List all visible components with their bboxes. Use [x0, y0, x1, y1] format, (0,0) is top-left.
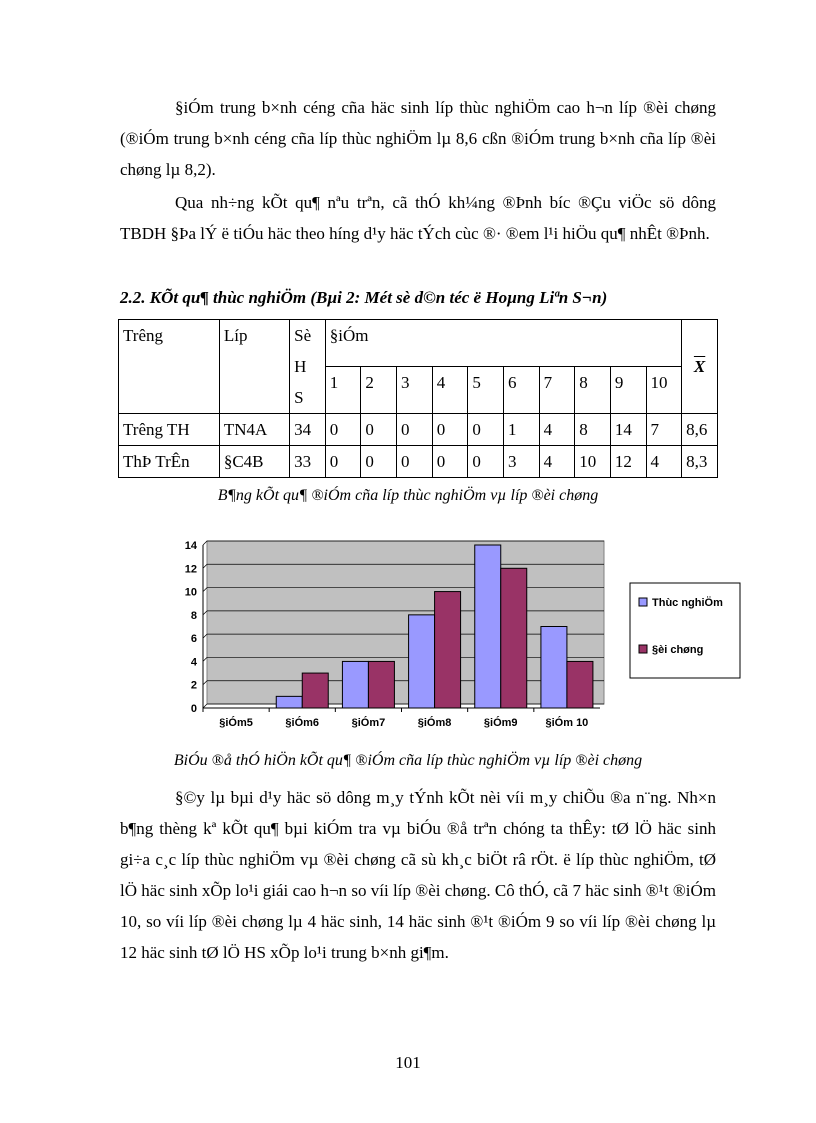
chart-caption: BiÓu ®å thÓ hiÖn kÕt qu¶ ®iÓm cña líp thùc nghiÖm vµ líp ®èi chøng: [173, 752, 643, 769]
y-tick-label: 12: [184, 563, 197, 576]
score-level: 3: [397, 367, 433, 414]
header-score: §iÓm: [325, 320, 681, 367]
paragraph-2: Qua nh÷ng kÕt qu¶ nªu trªn, cã thÓ kh¼ng ®Þnh bíc ®Çu viÖc sö dông TBDH §Þa lÝ ë tiÓu häc theo híng d¹y häc tÝch cùc ®· ®em l¹i hiÖu qu¶ nhÊt ®Þnh.: [120, 193, 716, 243]
bar-doi-chung: [302, 673, 328, 708]
score-level: 2: [361, 367, 397, 414]
score-level: 8: [575, 367, 611, 414]
header-count-line: S: [294, 388, 304, 407]
bar-doi-chung: [501, 568, 527, 708]
y-tick-label: 10: [184, 586, 197, 599]
score-cell: 0: [325, 414, 361, 446]
x-tick-label: §iÓm8: [417, 717, 452, 729]
header-count-line: Sè: [294, 326, 312, 345]
bar-thuc-nghiem: [541, 627, 567, 709]
school-name-line: ThÞ TrÊn: [119, 446, 220, 478]
class-cell: TN4A: [219, 414, 289, 446]
gridline-depth: [203, 704, 207, 708]
section-title: 2.2. KÕt qu¶ thùc nghiÖm (Bµi 2: Mét sè d©n téc ë Hoµng Liªn S¬n): [120, 288, 608, 307]
y-tick-label: 6: [190, 633, 197, 646]
legend-label: Thùc nghiÖm: [652, 597, 723, 609]
y-tick-label: 2: [190, 679, 197, 692]
bar-doi-chung: [368, 661, 394, 708]
table-row: [119, 414, 718, 446]
bar-thuc-nghiem: [475, 545, 501, 708]
score-cell: 0: [468, 446, 504, 478]
header-mean: $\overline{X}$: [682, 320, 718, 414]
school-name-line: Trêng TH: [119, 414, 220, 446]
x-tick-label: §iÓm6: [285, 717, 320, 729]
bar-doi-chung: [435, 592, 461, 708]
score-level: 5: [468, 367, 504, 414]
results-table: [118, 319, 718, 478]
header-class: Líp: [219, 320, 289, 414]
count-cell: 34: [290, 414, 326, 446]
x-tick-label: §iÓm5: [219, 717, 253, 729]
score-cell: 0: [432, 446, 468, 478]
class-cell: §C4B: [219, 446, 289, 478]
score-cell: 14: [610, 414, 646, 446]
header-count-line: H: [294, 357, 307, 376]
score-cell: 0: [361, 414, 397, 446]
score-cell: 0: [397, 446, 433, 478]
score-cell: 4: [646, 446, 682, 478]
header-school: Trêng: [119, 320, 220, 414]
score-cell: 0: [325, 446, 361, 478]
score-cell: 3: [503, 446, 539, 478]
score-level: 4: [432, 367, 468, 414]
count-cell: 33: [290, 446, 326, 478]
gridline-depth: [203, 634, 207, 638]
score-cell: 0: [432, 414, 468, 446]
x-tick-label: §iÓm 10: [545, 717, 589, 729]
score-cell: 0: [361, 446, 397, 478]
score-cell: 0: [468, 414, 504, 446]
bar-doi-chung: [567, 661, 593, 708]
score-level: 1: [325, 367, 361, 414]
bar-thuc-nghiem: [342, 661, 368, 708]
table-row: [119, 446, 718, 478]
score-level: 9: [610, 367, 646, 414]
legend-swatch: [639, 645, 647, 653]
mean-cell: 8,6: [682, 414, 718, 446]
score-cell: 10: [575, 446, 611, 478]
gridline-depth: [203, 681, 207, 685]
score-cell: 1: [503, 414, 539, 446]
score-cell: 7: [646, 414, 682, 446]
table-header-row: [119, 320, 718, 367]
page-number: 101: [395, 1053, 421, 1072]
score-cell: 8: [575, 414, 611, 446]
gridline-depth: [203, 564, 207, 568]
score-cell: 4: [539, 446, 575, 478]
x-tick-label: §iÓm9: [483, 717, 518, 729]
y-tick-label: 8: [190, 609, 197, 622]
gridline-depth: [203, 657, 207, 661]
gridline-depth: [203, 541, 207, 545]
y-tick-label: 0: [190, 703, 197, 715]
bar-thuc-nghiem: [409, 615, 435, 708]
y-tick-label: 14: [184, 540, 197, 552]
score-level: 10: [646, 367, 682, 414]
mean-cell: 8,3: [682, 446, 718, 478]
bar-chart: [160, 533, 750, 733]
paragraph-1: §iÓm trung b×nh céng cña häc sinh líp thùc nghiÖm cao h¬n líp ®èi chøng (®iÓm trung b×nh céng cña líp thùc nghiÖm lµ 8,6 cßn ®iÓm trung b×nh cña líp ®èi chøng lµ 8,2).: [120, 98, 716, 179]
legend-label: §èi chøng: [652, 644, 704, 656]
score-cell: 4: [539, 414, 575, 446]
gridline-depth: [203, 588, 207, 592]
x-tick-label: §iÓm7: [351, 717, 386, 729]
score-level: 6: [503, 367, 539, 414]
table-caption: B¶ng kÕt qu¶ ®iÓm cña líp thùc nghiÖm vµ líp ®èi chøng: [217, 487, 599, 504]
score-cell: 12: [610, 446, 646, 478]
paragraph-3: §©y lµ bµi d¹y häc sö dông m¸y tÝnh kÕt nèi víi m¸y chiÕu ®a n¨ng. Nh×n b¶ng thèng kª kÕt qu¶ bµi kiÓm tra vµ biÓu ®å trªn chóng ta thÊy: tØ lÖ häc sinh gi÷a c¸c líp thùc nghiÖm vµ ®èi chøng cã sù kh¸c biÖt râ rÖt. ë líp thùc nghiÖm, tØ lÖ häc sinh xÕp lo¹i giái cao h¬n so víi líp ®èi chøng. Cô thÓ, cã 7 häc sinh ®¹t ®iÓm 10, so víi líp ®èi chøng lµ 4 häc sinh, 14 häc sinh ®¹t ®iÓm 9 so víi líp ®èi chøng lµ 12 häc sinh tØ lÖ HS xÕp lo¹i trung b×nh gi¶m.: [120, 788, 716, 962]
gridline-depth: [203, 611, 207, 615]
legend-swatch: [639, 598, 647, 606]
header-count: [290, 320, 326, 414]
y-tick-label: 4: [190, 656, 197, 669]
score-level: 7: [539, 367, 575, 414]
bar-thuc-nghiem: [276, 696, 302, 708]
score-cell: 0: [397, 414, 433, 446]
